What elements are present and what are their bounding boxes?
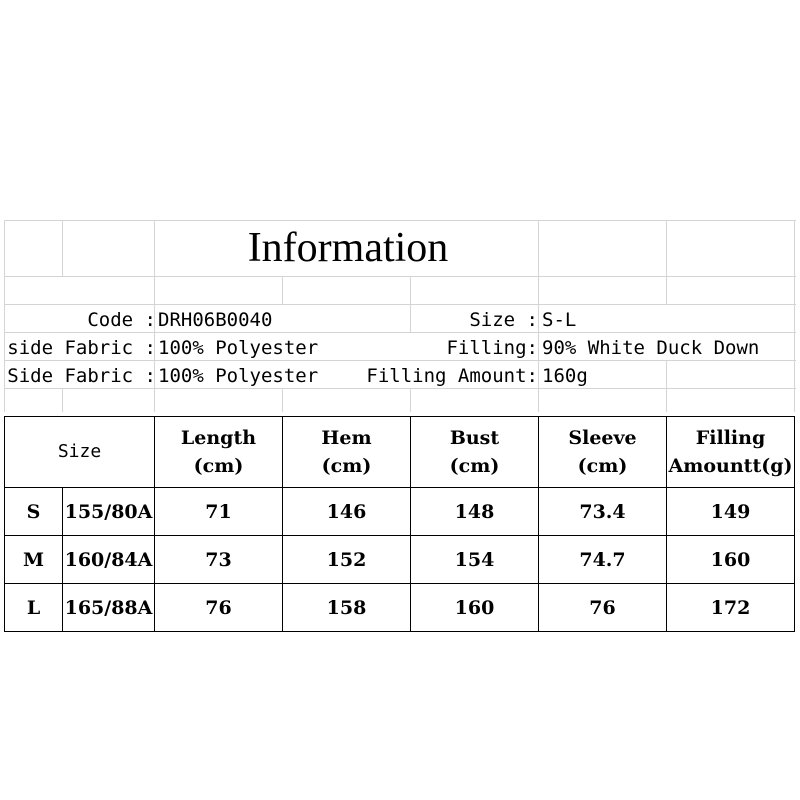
size-cell: S xyxy=(5,488,63,536)
table-row xyxy=(5,584,795,632)
table-row xyxy=(5,488,795,536)
grid-line xyxy=(282,276,283,304)
hem-cell: 146 xyxy=(283,488,411,536)
header-size: Size xyxy=(5,417,155,488)
fabric-value: 100% Polyester xyxy=(158,337,319,359)
table-row xyxy=(5,536,795,584)
size-value: S-L xyxy=(542,309,577,331)
filling-value: 90% White Duck Down xyxy=(542,337,760,359)
grid-line xyxy=(666,360,667,412)
header-bust: Bust (cm) xyxy=(411,417,539,488)
filling-amount-label: Filling Amount: xyxy=(366,365,538,387)
spec-cell: 160/84A xyxy=(63,536,155,584)
bust-cell: 154 xyxy=(411,536,539,584)
bust-cell: 148 xyxy=(411,488,539,536)
spec-cell: 165/88A xyxy=(63,584,155,632)
filling-cell: 172 xyxy=(667,584,795,632)
bust-cell: 160 xyxy=(411,584,539,632)
page-title: Information xyxy=(247,225,449,271)
header-length: Length (cm) xyxy=(155,417,283,488)
grid-line xyxy=(62,388,63,412)
size-cell: L xyxy=(5,584,63,632)
hem-cell: 152 xyxy=(283,536,411,584)
filling-cell: 160 xyxy=(667,536,795,584)
grid-line xyxy=(794,220,795,412)
size-cell: M xyxy=(5,536,63,584)
side-fabric-label: Side Fabric : xyxy=(7,365,156,387)
grid-line xyxy=(666,220,667,304)
length-cell: 73 xyxy=(155,536,283,584)
side-fabric-value: 100% Polyester xyxy=(158,365,319,387)
filling-amount-value: 160g xyxy=(542,365,588,387)
grid-line xyxy=(62,220,63,276)
hem-cell: 158 xyxy=(283,584,411,632)
header-sleeve: Sleeve (cm) xyxy=(539,417,667,488)
size-table xyxy=(4,416,795,632)
size-label: Size : xyxy=(469,309,538,331)
length-cell: 76 xyxy=(155,584,283,632)
code-value: DRH06B0040 xyxy=(158,309,273,331)
code-label: Code : xyxy=(87,309,156,331)
grid-line xyxy=(4,220,5,412)
info-sheet xyxy=(4,220,796,412)
sleeve-cell: 74.7 xyxy=(539,536,667,584)
sleeve-cell: 76 xyxy=(539,584,667,632)
table-header-row xyxy=(5,417,795,488)
fabric-label: side Fabric : xyxy=(7,337,156,359)
header-hem: Hem (cm) xyxy=(283,417,411,488)
filling-label: Filling: xyxy=(446,337,538,359)
sleeve-cell: 73.4 xyxy=(539,488,667,536)
filling-cell: 149 xyxy=(667,488,795,536)
grid-line xyxy=(4,304,796,305)
grid-line xyxy=(4,276,796,277)
header-filling-amount: Filling Amountt(g) xyxy=(667,417,795,488)
grid-line xyxy=(282,388,283,412)
length-cell: 71 xyxy=(155,488,283,536)
spec-cell: 155/80A xyxy=(63,488,155,536)
grid-line xyxy=(410,388,411,412)
